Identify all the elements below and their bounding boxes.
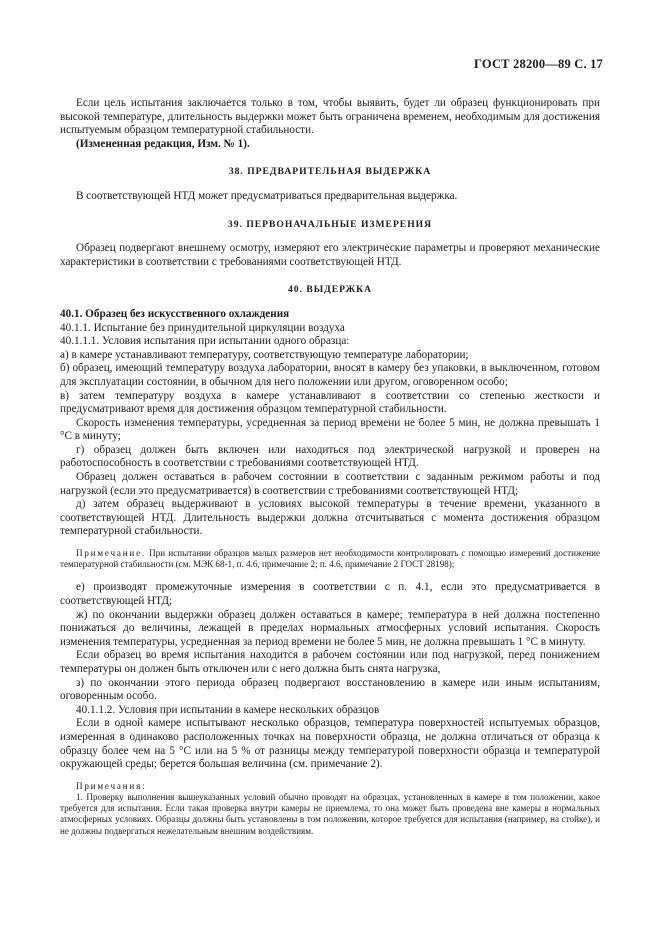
paragraph: Образец должен оставаться в рабочем состоянии в соответствии с заданным режимом работы и под нагрузкой (если это предусматривается) в соответствии с требованиями соответствующей НТД; [60,471,600,497]
paragraph: Если образец во время испытания находится в рабочем состоянии или под нагрузкой, перед понижением температуры он должен быть отключен или с него должна быть снята нагрузка, [60,649,600,675]
list-item-v: в) затем температуру воздуха в камере устанавливают в соответствии со степенью жесткости и предусматривают время для достижения образцом температурной стабильности. [60,389,600,416]
note-lead: Примечание. [76,548,146,559]
section-heading-38: 38. ПРЕДВАРИТЕЛЬНАЯ ВЫДЕРЖКА [228,166,432,178]
list-item-z: з) по окончании этого периода образец подвергают восстановлению в камере или иным испытаниям, оговоренным особо. [60,676,600,703]
clause-heading: 40.1.1.1. Условия испытания при испытании одного образца: [60,335,350,348]
section-heading-40: 40. ВЫДЕРЖКА [287,284,373,296]
page-header: ГОСТ 28200—89 С. 17 [474,57,603,71]
subsection-heading-40-1: 40.1. Образец без искусственного охлаждения [60,307,290,320]
list-item-b: б) образец, имеющий температуру воздуха лаборатории, вносят в камеру без упаковки, в выключенном, готовом для эксплуатации состоянии, в обычном для него положении или другом, оговоренном особо; [60,362,600,388]
page-content [60,97,600,837]
paragraph: Скорость изменения температуры, усредненная за период времени не более 5 мин, не должна превышать 1 °С в минуту; [60,416,600,443]
list-item-zh: ж) по окончании выдержки образец должен оставаться в камере; температура в ней должна постепенно понижаться до величины, лежащей в пределах нормальных атмосферных условий испытания. Скорость изменения температуры, усредненная за период времени не более 5 мин, не должна превышать 1 °С в минуту. [60,608,600,648]
paragraph: Если в одной камере испытывают несколько образцов, температура поверхностей испытуемых образцов, измеренная в одинаково расположенных точках на поверхности образца, не должна отличаться от образца к образцу более чем на 5 °С или на 5 % от разницы между температурой поверхности образца и температурой окружающей среды; берется большая величина (см. примечание 2). [60,717,600,771]
list-item-g: г) образец должен быть включен или находиться под электрической нагрузкой и проверен на работоспособность в соответствии с требованиями соответствующей НТД. [60,443,600,470]
note [60,548,600,570]
paragraph: Образец подвергают внешнему осмотру, измеряют его электрические параметры и проверяют механические характеристики в соответствии с требованиями соответствующей НТД. [60,242,600,268]
note-text: При испытании образцов малых размеров нет необходимости контролировать с помощью измерений достижение температурной стабильности (см. МЭК 68-1, п. 4.6, примечание 2; п. 4.6, примечание 2 ГОСТ 28198); [60,548,600,570]
clause-heading: 40.1.1. Испытание без принудительной циркуляции воздуха [60,321,345,334]
list-item-a: а) в камере устанавливают температуру, соответствующую температуре лаборатории; [60,348,469,361]
amendment-note: (Измененная редакция, Изм. № 1). [76,137,250,150]
section-heading-39: 39. ПЕРВОНАЧАЛЬНЫЕ ИЗМЕРЕНИЯ [227,218,433,230]
list-item-d: д) затем образец выдерживают в условиях высокой температуры в течение времени, указанного в соответствующей НТД. Длительность выдержки должна отсчитываться с момента достижения образцом температурной стабильности. [60,498,600,538]
clause-heading: 40.1.1.2. Условия при испытании в камере нескольких образцов [76,703,380,716]
paragraph: В соответствующей НТД может предусматриваться предварительная выдержка. [76,189,458,202]
paragraph: Если цель испытания заключается только в том, чтобы выявить, будет ли образец функционировать при высокой температуре, длительность выдержки может быть ограничена временем, необходимым для достижения испытуемым образцом температурной стабильности. [60,97,600,137]
note-item-1: 1. Проверку выполнения вышеуказанных условий обычно проводят на образцах, установленных в камере в том положении, какое требуется для испытания. Если такая проверка внутри камеры не приемлема, то она может быть проведена вне камеры в нормальных атмосферных условиях. Образцы должны быть установлены в том положении, которое требуется для испытания (например, на стойке), и не должны подвергаться нежелательным внешним воздействиям. [60,791,600,836]
notes-heading: Примечания: [76,780,147,791]
list-item-e: е) производят промежуточные измерения в соответствии с п. 4.1, если это предусматривается в соответствующей НТД; [60,581,600,608]
